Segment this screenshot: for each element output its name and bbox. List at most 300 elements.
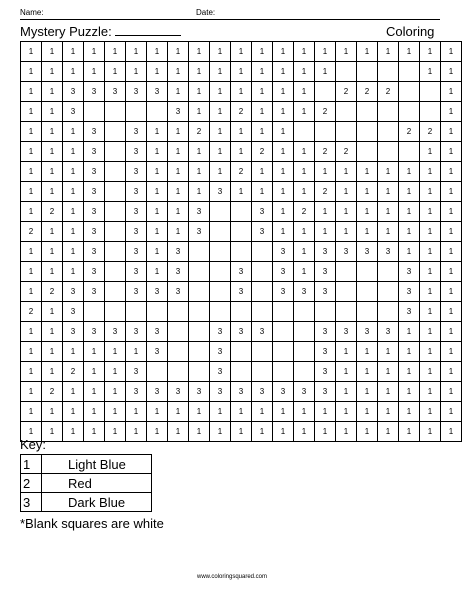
grid-cell: 1: [420, 382, 441, 402]
grid-cell: 1: [399, 382, 420, 402]
grid-cell: [336, 302, 357, 322]
grid-cell: 1: [441, 162, 462, 182]
grid-cell: 1: [42, 82, 63, 102]
grid-cell: 1: [357, 222, 378, 242]
grid-cell: [315, 302, 336, 322]
grid-cell: [357, 102, 378, 122]
grid-cell: 1: [21, 262, 42, 282]
grid-cell: [105, 282, 126, 302]
grid-cell: 1: [294, 82, 315, 102]
grid-cell: 1: [294, 142, 315, 162]
grid-cell: 2: [189, 122, 210, 142]
grid-cell: [210, 282, 231, 302]
grid-cell: 1: [336, 342, 357, 362]
grid-cell: 1: [84, 342, 105, 362]
grid-cell: 1: [21, 362, 42, 382]
grid-cell: 1: [63, 242, 84, 262]
grid-cell: [189, 362, 210, 382]
grid-cell: 1: [357, 382, 378, 402]
name-label: Name:: [20, 8, 44, 17]
grid-cell: 1: [231, 422, 252, 442]
grid-cell: [357, 122, 378, 142]
grid-cell: 1: [315, 402, 336, 422]
grid-cell: 3: [210, 362, 231, 382]
grid-cell: 1: [21, 182, 42, 202]
grid-cell: 1: [378, 182, 399, 202]
grid-cell: 3: [189, 222, 210, 242]
grid-cell: 1: [84, 42, 105, 62]
grid-cell: 1: [63, 182, 84, 202]
grid-cell: [231, 222, 252, 242]
grid-cell: 1: [147, 422, 168, 442]
grid-cell: 1: [399, 242, 420, 262]
grid-cell: 1: [294, 102, 315, 122]
grid-cell: 3: [63, 282, 84, 302]
grid-cell: [273, 342, 294, 362]
grid-cell: 1: [63, 162, 84, 182]
grid-cell: 1: [441, 42, 462, 62]
grid-cell: 1: [42, 422, 63, 442]
grid-cell: 2: [42, 282, 63, 302]
grid-row: [21, 382, 462, 402]
grid-cell: 1: [168, 42, 189, 62]
grid-cell: [294, 302, 315, 322]
grid-cell: 1: [189, 62, 210, 82]
grid-cell: 1: [420, 142, 441, 162]
grid-cell: 1: [42, 142, 63, 162]
grid-cell: 1: [399, 222, 420, 242]
grid-cell: 1: [126, 422, 147, 442]
grid-cell: 3: [168, 382, 189, 402]
grid-cell: [294, 362, 315, 382]
grid-cell: 1: [84, 402, 105, 422]
key-label: Key:: [20, 437, 47, 452]
title-blank-line: [115, 24, 181, 36]
grid-cell: [273, 322, 294, 342]
grid-cell: 1: [105, 362, 126, 382]
grid-cell: 3: [315, 342, 336, 362]
grid-cell: 3: [105, 82, 126, 102]
grid-cell: 3: [147, 382, 168, 402]
grid-cell: 1: [42, 162, 63, 182]
grid-cell: 3: [63, 102, 84, 122]
grid-cell: 1: [441, 382, 462, 402]
grid-row: [21, 302, 462, 322]
grid-cell: 1: [231, 122, 252, 142]
grid-cell: 1: [231, 42, 252, 62]
grid-cell: 1: [378, 362, 399, 382]
grid-cell: 3: [357, 322, 378, 342]
grid-cell: 1: [357, 42, 378, 62]
grid-row: [21, 262, 462, 282]
grid-cell: [210, 302, 231, 322]
grid-cell: 1: [210, 62, 231, 82]
grid-cell: [378, 262, 399, 282]
grid-cell: 3: [252, 382, 273, 402]
grid-cell: 1: [126, 402, 147, 422]
grid-cell: 1: [84, 422, 105, 442]
blank-squares-note: *Blank squares are white: [20, 516, 164, 531]
grid-cell: [357, 62, 378, 82]
grid-cell: 1: [210, 122, 231, 142]
grid-cell: [105, 122, 126, 142]
grid-cell: 1: [441, 262, 462, 282]
grid-cell: 3: [210, 322, 231, 342]
grid-cell: 1: [420, 302, 441, 322]
grid-cell: [378, 102, 399, 122]
key-row: [21, 455, 152, 474]
grid-cell: 1: [273, 62, 294, 82]
grid-cell: 1: [441, 342, 462, 362]
grid-cell: [378, 122, 399, 142]
grid-cell: 1: [399, 162, 420, 182]
grid-cell: 1: [168, 202, 189, 222]
grid-cell: 1: [189, 422, 210, 442]
grid-cell: 3: [63, 82, 84, 102]
grid-cell: 1: [189, 42, 210, 62]
key-row: [21, 474, 152, 493]
grid-cell: [252, 342, 273, 362]
grid-cell: 1: [42, 342, 63, 362]
grid-cell: 1: [378, 162, 399, 182]
grid-cell: 1: [252, 422, 273, 442]
grid-cell: 1: [441, 102, 462, 122]
grid-cell: 1: [168, 62, 189, 82]
grid-cell: 3: [210, 382, 231, 402]
grid-cell: 1: [273, 422, 294, 442]
grid-cell: 1: [21, 102, 42, 122]
grid-cell: 1: [273, 182, 294, 202]
grid-cell: 1: [420, 182, 441, 202]
grid-cell: 1: [147, 182, 168, 202]
grid-cell: 1: [441, 362, 462, 382]
grid-cell: 1: [63, 202, 84, 222]
grid-cell: 1: [441, 282, 462, 302]
grid-cell: 1: [252, 122, 273, 142]
grid-cell: 1: [273, 142, 294, 162]
color-key: [20, 454, 152, 512]
grid-cell: 3: [378, 242, 399, 262]
grid-cell: 1: [420, 402, 441, 422]
grid-cell: 3: [126, 382, 147, 402]
grid-cell: [210, 202, 231, 222]
grid-cell: [84, 302, 105, 322]
grid-cell: 1: [273, 82, 294, 102]
grid-cell: 2: [399, 122, 420, 142]
grid-cell: 2: [231, 162, 252, 182]
grid-cell: 1: [420, 242, 441, 262]
grid-cell: 3: [147, 322, 168, 342]
grid-cell: 1: [420, 282, 441, 302]
grid-cell: [231, 362, 252, 382]
grid-cell: 3: [84, 122, 105, 142]
grid-cell: [189, 242, 210, 262]
grid-cell: 1: [63, 142, 84, 162]
grid-cell: 1: [21, 62, 42, 82]
grid-cell: 3: [168, 262, 189, 282]
grid-cell: 2: [336, 142, 357, 162]
grid-cell: 1: [315, 42, 336, 62]
grid-row: [21, 202, 462, 222]
grid-cell: [210, 222, 231, 242]
grid-cell: 1: [357, 162, 378, 182]
grid-cell: 1: [189, 162, 210, 182]
grid-cell: 1: [168, 422, 189, 442]
grid-cell: 3: [315, 242, 336, 262]
grid-cell: [105, 222, 126, 242]
grid-cell: 1: [105, 342, 126, 362]
grid-cell: 1: [147, 262, 168, 282]
grid-cell: 1: [420, 262, 441, 282]
grid-cell: 1: [63, 122, 84, 142]
grid-cell: [210, 262, 231, 282]
grid-cell: [105, 202, 126, 222]
grid-cell: 1: [252, 82, 273, 102]
grid-cell: 1: [63, 422, 84, 442]
grid-cell: [378, 62, 399, 82]
grid-cell: 3: [126, 322, 147, 342]
grid-row: [21, 62, 462, 82]
grid-cell: 3: [84, 142, 105, 162]
grid-cell: 3: [126, 122, 147, 142]
grid-cell: 1: [294, 182, 315, 202]
grid-cell: [252, 302, 273, 322]
grid-cell: 1: [63, 62, 84, 82]
grid-cell: [189, 282, 210, 302]
grid-cell: 2: [42, 382, 63, 402]
grid-cell: 1: [42, 42, 63, 62]
grid-cell: [105, 142, 126, 162]
grid-cell: 1: [378, 382, 399, 402]
grid-cell: [189, 342, 210, 362]
grid-cell: 1: [357, 202, 378, 222]
grid-cell: 1: [210, 402, 231, 422]
grid-cell: [105, 182, 126, 202]
grid-cell: 1: [21, 202, 42, 222]
grid-row: [21, 82, 462, 102]
grid-cell: 3: [189, 202, 210, 222]
grid-row: [21, 42, 462, 62]
grid-cell: 1: [273, 222, 294, 242]
grid-cell: 1: [42, 362, 63, 382]
grid-cell: 1: [441, 422, 462, 442]
grid-cell: 1: [21, 162, 42, 182]
grid-cell: 1: [399, 402, 420, 422]
grid-cell: 1: [420, 222, 441, 242]
grid-cell: [378, 142, 399, 162]
grid-cell: 1: [126, 342, 147, 362]
grid-cell: 1: [231, 182, 252, 202]
grid-cell: 1: [21, 242, 42, 262]
grid-cell: 1: [378, 222, 399, 242]
grid-row: [21, 242, 462, 262]
grid-cell: 1: [189, 82, 210, 102]
grid-cell: [105, 302, 126, 322]
grid-cell: 1: [441, 402, 462, 422]
grid-cell: 1: [21, 342, 42, 362]
grid-cell: 2: [315, 182, 336, 202]
grid-cell: 1: [294, 42, 315, 62]
grid-cell: [399, 62, 420, 82]
grid-cell: 1: [42, 182, 63, 202]
grid-cell: 3: [126, 202, 147, 222]
grid-cell: [420, 102, 441, 122]
grid-cell: 1: [357, 182, 378, 202]
grid-cell: 3: [84, 282, 105, 302]
grid-cell: [189, 262, 210, 282]
grid-cell: [420, 82, 441, 102]
grid-cell: 2: [357, 82, 378, 102]
grid-cell: 1: [336, 422, 357, 442]
grid-cell: 1: [42, 122, 63, 142]
grid-cell: 3: [252, 222, 273, 242]
grid-cell: 1: [168, 142, 189, 162]
grid-cell: 1: [42, 262, 63, 282]
grid-row: [21, 322, 462, 342]
grid-row: [21, 342, 462, 362]
grid-cell: 1: [126, 42, 147, 62]
grid-cell: 1: [336, 202, 357, 222]
grid-cell: 1: [378, 42, 399, 62]
grid-cell: 3: [336, 242, 357, 262]
grid-cell: [399, 82, 420, 102]
grid-cell: 1: [273, 42, 294, 62]
grid-cell: [294, 122, 315, 142]
grid-cell: [273, 302, 294, 322]
grid-cell: 1: [147, 122, 168, 142]
grid-cell: 3: [294, 382, 315, 402]
grid-cell: 1: [252, 162, 273, 182]
grid-cell: 1: [21, 122, 42, 142]
grid-cell: 1: [420, 322, 441, 342]
grid-cell: [252, 362, 273, 382]
grid-cell: 1: [105, 422, 126, 442]
footer-site: www.coloringsquared.com: [196, 574, 268, 580]
grid-cell: 1: [294, 402, 315, 422]
grid-cell: 1: [63, 42, 84, 62]
grid-cell: [84, 102, 105, 122]
grid-cell: 3: [105, 322, 126, 342]
grid-cell: 3: [84, 262, 105, 282]
grid-cell: 1: [441, 242, 462, 262]
grid-cell: 1: [168, 182, 189, 202]
grid-cell: 3: [126, 142, 147, 162]
grid-cell: 3: [84, 202, 105, 222]
grid-cell: 1: [231, 142, 252, 162]
grid-row: [21, 282, 462, 302]
grid-cell: 1: [336, 222, 357, 242]
grid-cell: 3: [168, 102, 189, 122]
grid-cell: 1: [21, 402, 42, 422]
grid-row: [21, 122, 462, 142]
grid-cell: [357, 142, 378, 162]
grid-cell: 1: [105, 42, 126, 62]
grid-cell: 1: [294, 242, 315, 262]
grid-cell: 1: [42, 302, 63, 322]
grid-cell: 1: [21, 382, 42, 402]
grid-cell: 1: [147, 202, 168, 222]
grid-cell: 2: [63, 362, 84, 382]
grid-cell: 1: [357, 422, 378, 442]
grid-cell: 1: [273, 202, 294, 222]
grid-cell: [399, 142, 420, 162]
grid-cell: 3: [273, 242, 294, 262]
grid-cell: 2: [420, 122, 441, 142]
grid-cell: 1: [21, 42, 42, 62]
grid-cell: 1: [168, 162, 189, 182]
grid-cell: 1: [441, 322, 462, 342]
grid-cell: 3: [126, 262, 147, 282]
grid-cell: 1: [231, 82, 252, 102]
grid-cell: [168, 302, 189, 322]
grid-cell: 1: [399, 422, 420, 442]
grid-cell: [189, 302, 210, 322]
grid-cell: 1: [399, 322, 420, 342]
grid-cell: [168, 362, 189, 382]
grid-cell: 1: [189, 402, 210, 422]
grid-cell: 3: [273, 382, 294, 402]
grid-cell: 1: [294, 422, 315, 442]
grid-cell: 1: [84, 62, 105, 82]
grid-cell: 3: [168, 282, 189, 302]
grid-cell: 2: [315, 102, 336, 122]
grid-cell: 1: [441, 62, 462, 82]
grid-cell: 3: [231, 282, 252, 302]
grid-cell: 1: [273, 162, 294, 182]
grid-cell: 1: [126, 62, 147, 82]
grid-cell: 1: [399, 342, 420, 362]
grid-cell: 1: [441, 182, 462, 202]
grid-cell: 1: [378, 342, 399, 362]
grid-cell: 1: [273, 122, 294, 142]
grid-cell: 1: [147, 222, 168, 242]
grid-row: [21, 422, 462, 442]
grid-cell: 1: [105, 382, 126, 402]
grid-cell: 1: [315, 202, 336, 222]
grid-cell: 3: [126, 182, 147, 202]
grid-cell: [336, 262, 357, 282]
grid-cell: 1: [336, 382, 357, 402]
grid-cell: 1: [168, 402, 189, 422]
grid-cell: 1: [336, 42, 357, 62]
grid-cell: [252, 242, 273, 262]
grid-cell: 1: [357, 342, 378, 362]
key-row: [21, 493, 152, 512]
grid-row: [21, 182, 462, 202]
grid-cell: 1: [441, 122, 462, 142]
grid-cell: 1: [105, 402, 126, 422]
grid-cell: 1: [147, 62, 168, 82]
grid-cell: 1: [441, 302, 462, 322]
grid-cell: 1: [210, 42, 231, 62]
grid-cell: [336, 122, 357, 142]
grid-cell: 3: [336, 322, 357, 342]
grid-cell: 3: [357, 242, 378, 262]
grid-cell: [315, 82, 336, 102]
grid-cell: [357, 262, 378, 282]
grid-cell: [399, 102, 420, 122]
key-number: 1: [21, 455, 42, 474]
grid-cell: [294, 322, 315, 342]
grid-cell: 3: [126, 282, 147, 302]
key-color: Dark Blue: [42, 493, 152, 512]
grid-cell: [105, 242, 126, 262]
grid-cell: 3: [210, 182, 231, 202]
grid-cell: 3: [231, 262, 252, 282]
grid-cell: 2: [42, 202, 63, 222]
grid-cell: 3: [189, 382, 210, 402]
grid-cell: 3: [315, 282, 336, 302]
